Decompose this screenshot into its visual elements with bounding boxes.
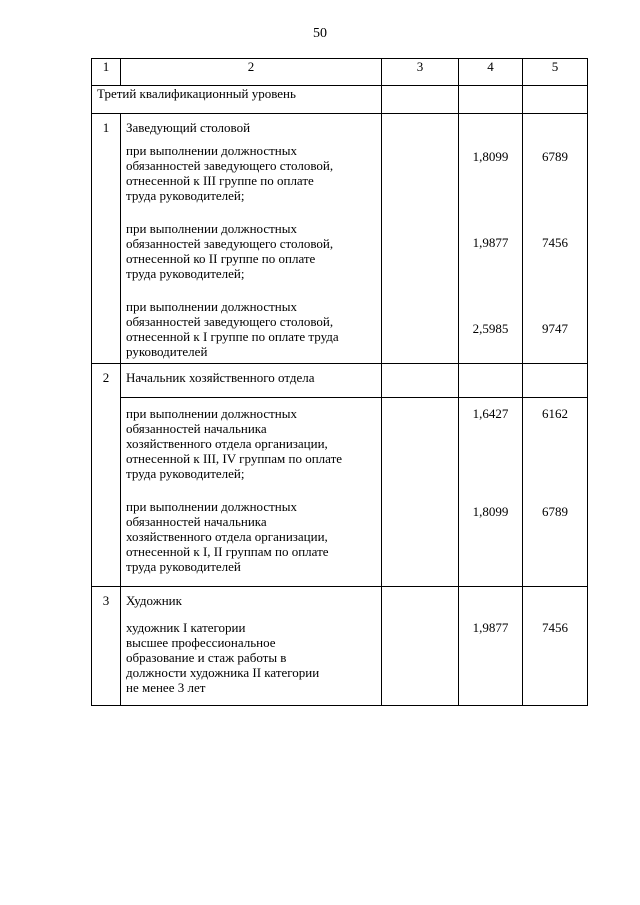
group-row [92,114,588,364]
coef-value: 1,6427 [472,406,509,421]
coef-value: 1,8099 [472,504,509,519]
group-title: Художник [126,593,182,608]
qualification-table [91,58,588,706]
list-item: при выполнении должностных обязанностей начальника хозяйственного отдела организации, отнесенной к I, II группам по оплате труда руководителей [126,499,329,574]
header-cell: 1 [92,59,121,86]
level-title: Третий квалификационный уровень [92,86,382,114]
salary-value: 9747 [542,321,568,336]
group-body [92,398,588,587]
list-item: художник I категории высшее профессиональное образование и стаж работы в должности художника II категории не менее 3 лет [126,620,320,695]
list-item: при выполнении должностных обязанностей заведующего столовой, отнесенной ко II группе по оплате труда руководителей; [126,221,334,281]
level-row [92,86,588,114]
group-number: 2 [92,364,121,587]
group-number: 1 [92,114,121,364]
group-number: 3 [92,587,121,706]
salary-value: 7456 [542,620,568,635]
coef-value: 1,9877 [472,620,509,635]
header-row [92,59,588,86]
coef-value: 1,9877 [472,235,509,250]
header-cell: 2 [121,59,382,86]
list-item: при выполнении должностных обязанностей заведующего столовой, отнесенной к III группе по оплате труда руководителей; [126,143,334,203]
header-cell: 5 [523,59,588,86]
group-title: Начальник хозяйственного отдела [121,364,382,398]
group-title: Заведующий столовой [126,120,251,135]
coef-value: 1,8099 [472,149,509,164]
list-item: при выполнении должностных обязанностей начальника хозяйственного отдела организации, отнесенной к III, IV группам по оплате труда руководителей; [126,406,343,481]
header-cell: 3 [382,59,459,86]
group-row [92,364,588,398]
salary-value: 6162 [542,406,568,421]
list-item: при выполнении должностных обязанностей заведующего столовой, отнесенной к I группе по оплате труда руководителей [126,299,339,359]
coef-value: 2,5985 [472,321,509,336]
salary-value: 7456 [542,235,568,250]
salary-value: 6789 [542,149,568,164]
salary-value: 6789 [542,504,568,519]
header-cell: 4 [459,59,523,86]
group-row [92,587,588,706]
page-number: 50 [313,26,327,41]
